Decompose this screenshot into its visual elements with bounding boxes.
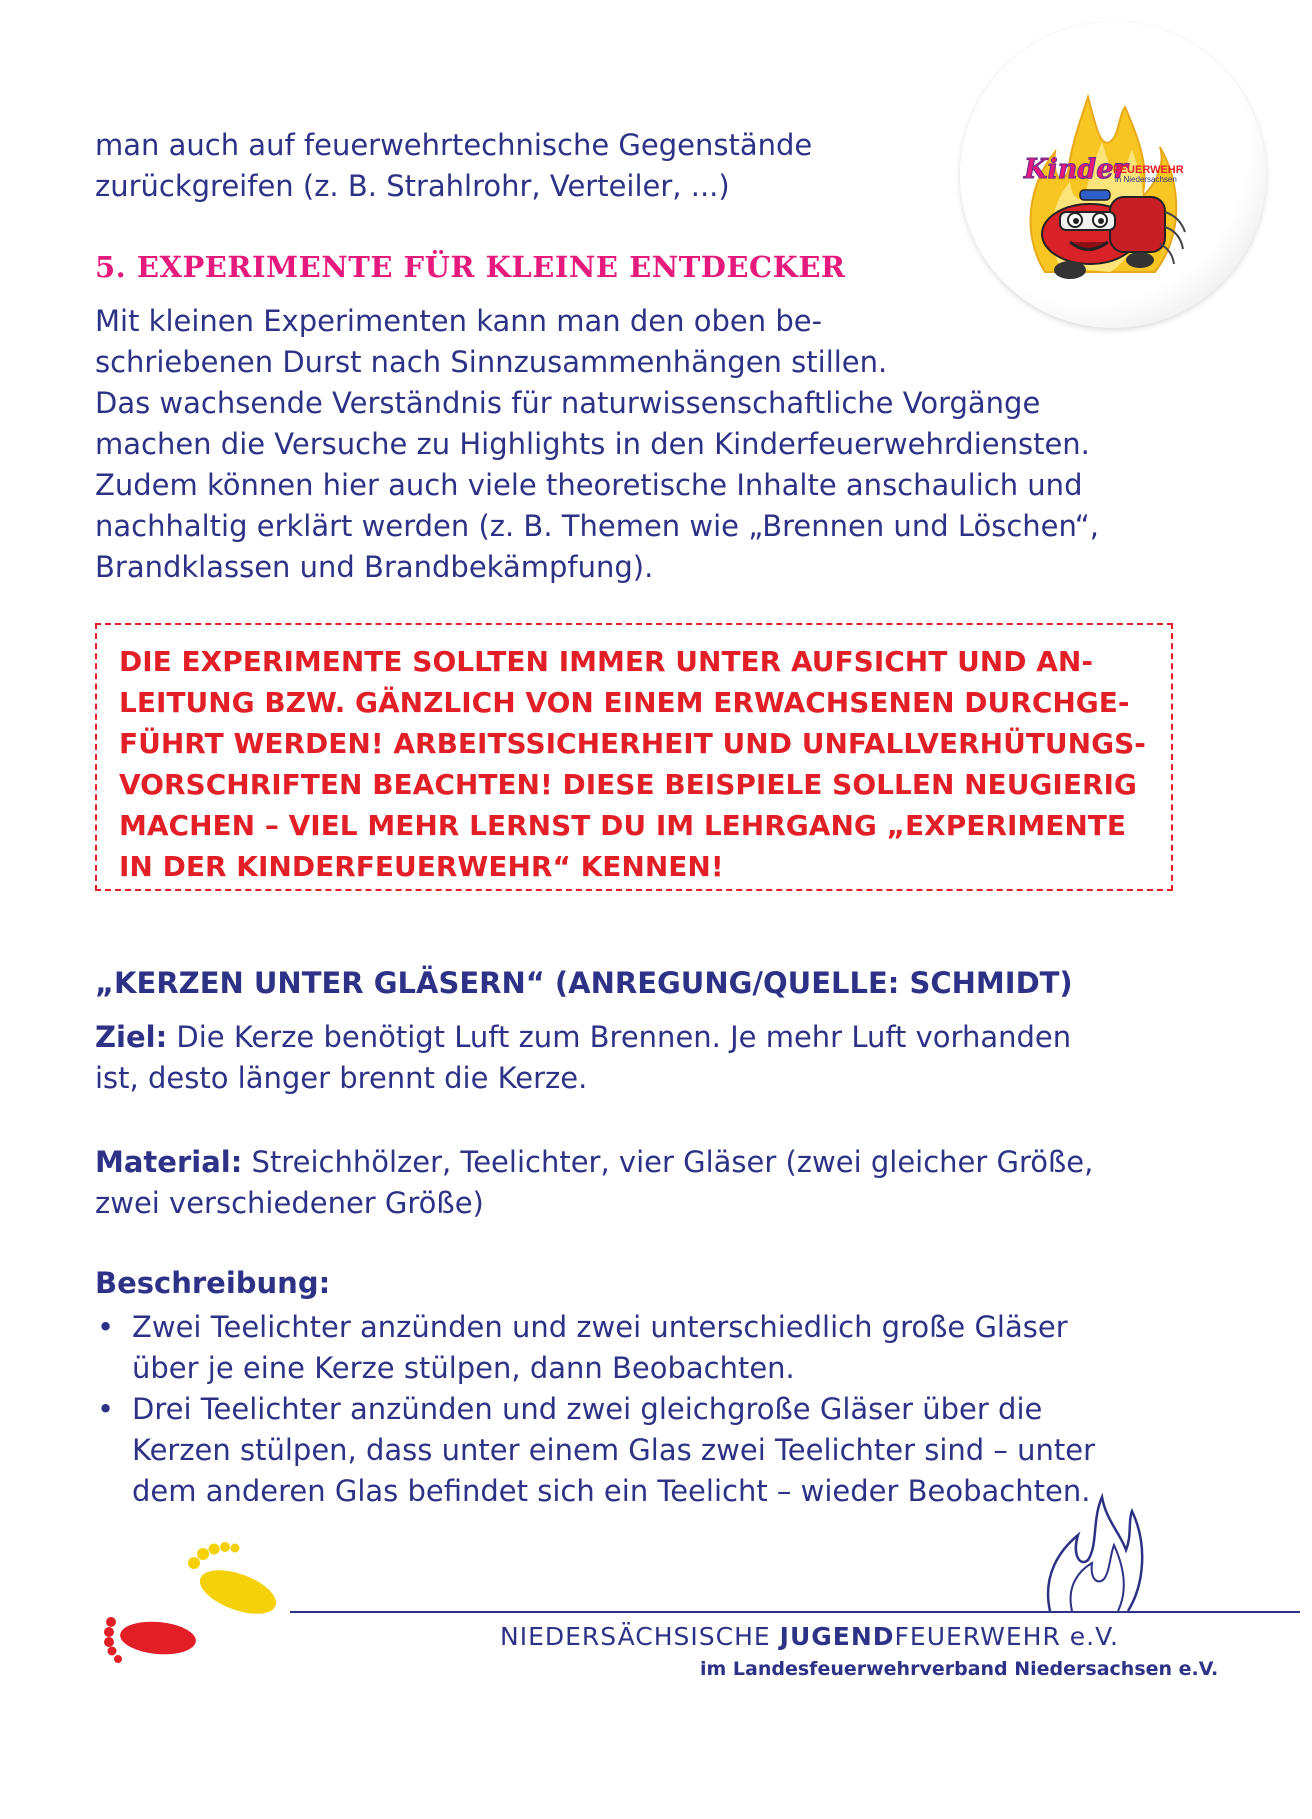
org-name-part: JUGEND: [779, 1622, 895, 1651]
warning-line: DIE EXPERIMENTE SOLLTEN IMMER UNTER AUFSICHT UND AN-: [119, 645, 1093, 678]
ziel-paragraph: [95, 1017, 1071, 1099]
org-name-part: NIEDERSÄCHSISCHE: [500, 1622, 780, 1651]
ziel-text: Die Kerze benötigt Luft zum Brennen. Je mehr Luft vorhanden: [176, 1020, 1072, 1054]
section-line: nachhaltig erklärt werden (z. B. Themen wie „Brennen und Löschen“,: [95, 509, 1099, 543]
steps-list: [95, 1307, 1095, 1512]
logo-kinder-text: Kinder: [1024, 154, 1128, 185]
intro-line: zurückgreifen (z. B. Strahlrohr, Verteiler, ...): [95, 169, 730, 203]
warning-line: MACHEN – VIEL MEHR LERNST DU IM LEHRGANG „EXPERIMENTE: [119, 809, 1127, 842]
section-line: Brandklassen und Brandbekämpfung).: [95, 550, 654, 584]
bullet: •: [97, 1310, 115, 1344]
section-line: machen die Versuche zu Highlights in den Kinderfeuerwehrdiensten.: [95, 427, 1090, 461]
organization-subtitle: im Landesfeuerwehrverband Niedersachsen e.V.: [700, 1658, 1219, 1680]
step-line: dem anderen Glas befindet sich ein Teelicht – wieder Beobachten.: [132, 1474, 1091, 1508]
organization-name: [500, 1622, 1119, 1651]
warning-line: VORSCHRIFTEN BEACHTEN! DIESE BEISPIELE SOLLEN NEUGIERIG: [119, 768, 1137, 801]
footer-divider: [290, 1611, 1300, 1613]
beschreibung-label: Beschreibung:: [95, 1266, 331, 1300]
logo-feuerwehr-text: FEUERWEHR: [1113, 164, 1184, 176]
section-paragraph: [95, 301, 1099, 588]
list-item: [95, 1389, 1095, 1512]
warning-line: IN DER KINDERFEUERWEHR“ KENNEN!: [119, 850, 724, 883]
section-title: 5. EXPERIMENTE FÜR KLEINE ENTDECKER: [95, 250, 846, 284]
bullet: •: [97, 1392, 115, 1426]
experiment-title: „KERZEN UNTER GLÄSERN“ (ANREGUNG/QUELLE: SCHMIDT): [95, 966, 1073, 1000]
footprints-icon: [100, 1520, 310, 1670]
intro-paragraph: [95, 125, 812, 207]
intro-line: man auch auf feuerwehrtechnische Gegenstände: [95, 128, 813, 162]
warning-line: FÜHRT WERDEN! ARBEITSSICHERHEIT UND UNFALLVERHÜTUNGS-: [119, 727, 1146, 760]
ziel-label: Ziel:: [95, 1020, 168, 1054]
list-item: [95, 1307, 1095, 1389]
flame-outline-icon: [1040, 1475, 1150, 1615]
warning-line: LEITUNG BZW. GÄNZLICH VON EINEM ERWACHSENEN DURCHGE-: [119, 686, 1130, 719]
material-paragraph: [95, 1142, 1093, 1224]
warning-text: [119, 641, 1146, 887]
org-name-part: FEUERWEHR e.V.: [894, 1622, 1119, 1651]
material-text: Streichhölzer, Teelichter, vier Gläser (zwei gleicher Größe,: [251, 1145, 1094, 1179]
ziel-text: ist, desto länger brennt die Kerze.: [95, 1061, 588, 1095]
warning-box: [95, 623, 1173, 891]
section-line: Mit kleinen Experimenten kann man den oben be-: [95, 304, 823, 338]
kinderfeuerwehr-logo: [960, 22, 1266, 328]
step-line: Zwei Teelichter anzünden und zwei unterschiedlich große Gläser: [132, 1310, 1068, 1344]
section-line: Das wachsende Verständnis für naturwissenschaftliche Vorgänge: [95, 386, 1041, 420]
material-label: Material:: [95, 1145, 243, 1179]
logo-graphic: [960, 22, 1266, 328]
logo-region-text: in Niedersachsen: [1115, 175, 1177, 184]
section-line: schriebenen Durst nach Sinnzusammenhängen stillen.: [95, 345, 888, 379]
step-line: Kerzen stülpen, dass unter einem Glas zwei Teelichter sind – unter: [132, 1433, 1096, 1467]
step-line: Drei Teelichter anzünden und zwei gleichgroße Gläser über die: [132, 1392, 1043, 1426]
material-text: zwei verschiedener Größe): [95, 1186, 484, 1220]
step-line: über je eine Kerze stülpen, dann Beobachten.: [132, 1351, 795, 1385]
section-line: Zudem können hier auch viele theoretische Inhalte anschaulich und: [95, 468, 1083, 502]
